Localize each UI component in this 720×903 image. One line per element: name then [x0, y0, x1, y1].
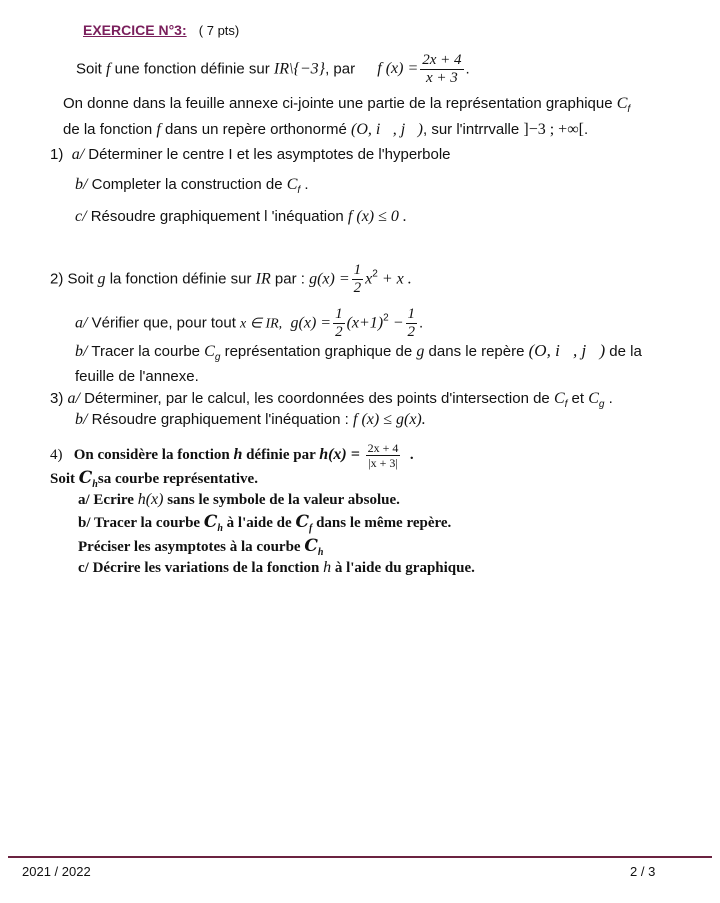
math: h [317, 547, 324, 558]
denominator: 2 [407, 324, 415, 340]
denominator: 2 [353, 280, 362, 296]
q2-a [75, 306, 423, 341]
math: C [588, 390, 599, 407]
math: C [286, 176, 298, 193]
math: IR\{−3} [273, 60, 326, 78]
math: IR [255, 270, 271, 288]
numerator: 1 [407, 306, 415, 322]
fraction [420, 52, 463, 87]
math: x [365, 270, 373, 288]
math: C [203, 512, 218, 532]
denominator: |x + 3| [368, 456, 398, 470]
math: − [388, 314, 404, 332]
text: Résoudre graphiquement l 'inéquation [86, 208, 348, 225]
label: b/ [75, 411, 88, 428]
intro-line-2 [63, 94, 630, 120]
question-number: 1) [50, 146, 64, 163]
math: f (x) ≤ g(x). [353, 411, 426, 428]
math: C [204, 343, 215, 360]
math: f [297, 185, 301, 196]
fraction [333, 306, 345, 341]
math: f [106, 60, 111, 78]
math: C [295, 512, 309, 532]
q2-b-cont [75, 367, 199, 387]
math: x ∈ IR, [240, 316, 283, 332]
label: b/ [75, 176, 88, 193]
math: h [323, 559, 332, 576]
text: la fonction définie sur [105, 270, 256, 288]
q4-c [78, 558, 475, 578]
text: à l'aide de [222, 515, 296, 531]
text: par : [270, 270, 310, 288]
text: , par [325, 60, 360, 78]
numerator: 1 [335, 306, 343, 322]
label: a/ [67, 390, 80, 407]
text: On considère la fonction [73, 446, 234, 463]
math: (O, i⃗, j⃗) [528, 341, 606, 360]
math: g(x) = [309, 270, 350, 288]
numerator: 1 [353, 262, 362, 278]
math: h [233, 445, 243, 463]
q4-a [78, 490, 400, 510]
label: a/ [75, 314, 88, 332]
label: b/ [75, 343, 88, 360]
text: Déterminer, par le calcul, les coordonnées des points d'intersection de [79, 390, 554, 407]
math: C [553, 390, 565, 407]
text: . [409, 446, 414, 463]
numerator: 2x + 4 [367, 441, 399, 455]
text: Préciser les asymptotes à la courbe [78, 539, 305, 555]
exponent: 2 [372, 268, 378, 280]
math: f [308, 523, 313, 534]
text: de la [605, 343, 642, 360]
math: ]−3 ; +∞[ [523, 121, 584, 138]
fraction [352, 262, 364, 297]
math: C [616, 95, 628, 112]
footer-page-number: 2 / 3 [630, 864, 656, 879]
math: f (x) = [377, 60, 419, 78]
text: . [465, 60, 470, 78]
text: Déterminer le centre I et les asymptotes de l'hyperbole [84, 146, 451, 163]
text: Soit [76, 60, 107, 78]
text: dans le même repère. [312, 515, 452, 531]
math: (x+1) [346, 314, 384, 332]
text: Tracer la courbe [87, 343, 205, 360]
q2-b [75, 341, 642, 368]
numerator: 2x + 4 [422, 52, 462, 68]
text: . [419, 314, 424, 332]
text: . [300, 176, 309, 193]
text: b/ Tracer la courbe [78, 515, 204, 531]
question-number: 3) [50, 390, 64, 407]
text: . [583, 121, 589, 138]
text: dans un repère orthonormé [160, 121, 351, 138]
math: C [304, 536, 318, 556]
exercise-title: EXERCICE N°3: [83, 22, 187, 38]
q1-c [75, 207, 407, 227]
text: sans le symbole de la valeur absolue. [163, 492, 400, 508]
denominator: x + 3 [426, 70, 458, 86]
math: f (x) ≤ 0 . [347, 208, 407, 225]
q4-b [78, 512, 451, 539]
text: dans le repère [424, 343, 529, 360]
text: Vérifier que, pour tout [87, 314, 241, 332]
text: On donne dans la feuille annexe ci-jointe une partie de la représentation graphique [63, 95, 617, 112]
question-number: 4) [50, 446, 63, 463]
exercise-header [83, 20, 239, 41]
math: f [627, 104, 631, 115]
exercise-points: ( 7 pts) [198, 23, 240, 38]
footer-divider [8, 856, 712, 858]
q4-intro [50, 441, 414, 470]
intro-line-1 [76, 52, 470, 87]
footer-year: 2021 / 2022 [22, 864, 91, 879]
question-number: 2) [50, 270, 64, 288]
math: (O, i⃗, j⃗) [350, 121, 423, 138]
intro-line-3 [63, 120, 588, 140]
exponent: 2 [383, 312, 389, 324]
math: + x . [377, 270, 412, 288]
text: , sur l'intrrvalle [422, 121, 524, 138]
math: g [416, 343, 425, 360]
q2-intro [50, 262, 412, 297]
math: g [598, 399, 605, 410]
text: représentation graphique de [220, 343, 417, 360]
math: g(x) = [290, 314, 332, 332]
fraction [366, 441, 401, 470]
text: à l'aide du graphique. [331, 560, 475, 576]
math: f [564, 399, 568, 410]
text: Soit [63, 270, 98, 288]
math: h(x) [137, 491, 164, 508]
math: g [214, 352, 221, 363]
text: une fonction définie sur [110, 60, 274, 78]
text: sa courbe représentative. [97, 471, 258, 487]
math: h(x) = [319, 445, 360, 463]
text: . [604, 390, 613, 407]
text: définie par [242, 446, 320, 463]
text: Résoudre graphiquement l'inéquation : [87, 411, 353, 428]
q3-b [75, 410, 426, 430]
math: g [97, 270, 106, 288]
denominator: 2 [335, 324, 343, 340]
q1-b [75, 175, 309, 201]
text: Soit [50, 471, 79, 487]
text: c/ Décrire les variations de la fonction [78, 560, 324, 576]
text: feuille de l'annexe. [75, 368, 199, 385]
label: c/ [75, 208, 87, 225]
fraction [406, 306, 418, 341]
math: C [78, 468, 93, 488]
text: et [567, 390, 589, 407]
text: a/ Ecrire [78, 492, 138, 508]
math: f [156, 121, 161, 138]
math: h [92, 479, 98, 490]
q1-a [50, 145, 451, 165]
label: a/ [71, 146, 85, 163]
math: h [217, 523, 223, 534]
text: de la fonction [63, 121, 157, 138]
text: Completer la construction de [87, 176, 287, 193]
